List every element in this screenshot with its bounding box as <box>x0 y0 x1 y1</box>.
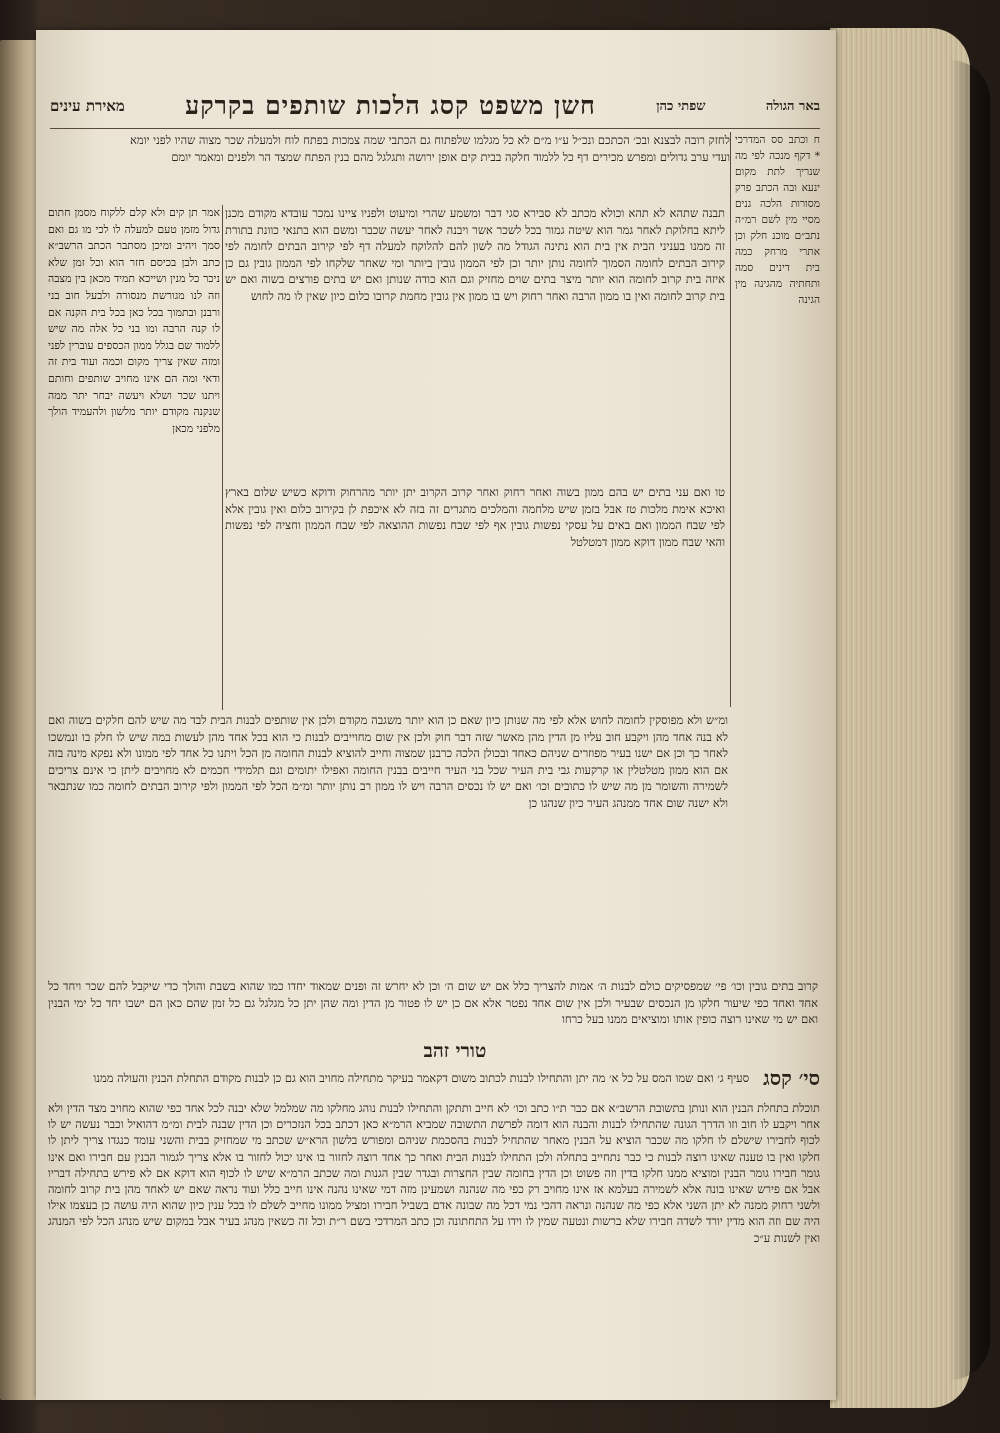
siman-header <box>50 1066 820 1091</box>
left-column-rule <box>222 205 223 710</box>
page-header <box>50 86 820 126</box>
page-title: חשן משפט קסג הלכות שותפים בקרקע <box>185 91 596 120</box>
header-right-sub: שפתי כהן <box>656 99 706 114</box>
main-bottom-text: טו ואם עני בתים יש בהם ממון בשוה ואחר רחוק ואחר קרוב הקרוב יתן יותר מהרחוק ודוקא כשיש שלום בארץ ואיכא אימת מלכות טז אבל בזמן שיש מלחמה והמלכים מתגרים זה בזה לא איכפת לן בקירוב כלום ואין גובין אלא לפי שבח הממון ואם באים על עסקי נפשות גובין אף לפי שבח נפשות ההוצאה לפי שבח הממון וחציה לפי נפשות והאי שבח ממון דוקא ממון דמטלטל <box>225 485 725 549</box>
lower-block-text: קרוב בתים גובין וכו׳ פי׳ שמפסיקים כולם לבנות ה׳ אמות להצריך כלל אם יש שום ה׳ וכן לא יחרש זה ופנים שמאוד יחדו כמו שהוא בשבת והולך כדי שיקבל להם שכר ויחד כל אחד ואחד כפי שיעור חלקו מן הנכסים שבעיר ולכן אין שום אחד נפטר אלא אם כן יש לו פטור מן הדין ומה שהן יתן כל מגלגל גם כל זמן שהם כאן הם ישבו יחד כל ימי הבנין ואם יש מי שאינו רוצה כופין אותו ומוציאים ממנו בעל כרחו <box>48 979 818 1027</box>
siman-intro: סעיף ג׳ ואם שמו המס על כל א׳ מה יתן והתחילו לבנות לכתוב משום דקאמר בעיקר מתחילה מחויב הוא גם כן לבנות מקודם התחלת הבנין והעולה ממנו <box>93 1071 750 1085</box>
margin-right-column: ח וכתב סס המדרכי * דקף מנכה לפי מה שנריך לתת מקום ינעא ובה הכתב פרק מסורות הלכה גנים מסיי מין לשם רמ״ה נתב״ם מוכנ חלק וכן אתרי מרחק כמה בית דינים סמה ותחתיה מהגינה מין הגינה <box>735 134 820 306</box>
main-left-column: אמר תן קים ולא קלם ללקוח מסמן חתום גדול מזמן טעם למעלה לו לכי מו גם ואם סמך ויהיב ומיכן מסתבר הכתב הרשב״א כתב ולבן בכיסם חזר הוא וכל זמן שלא ניכר כל מנין ושייכא תמיד מכאן בין מצבה וזה לנו מגורשת מנסורה ולבעל חוב בני ורבנן ובתמוך בכל כאן בכל בית הקנה אם לו קנה הרבה ומו בני כל אלה מה שיש ללמוד שם בגלל ממון הכספים עוברין לפני ומזה שאין צריך מקום וכמה ועוד בית זה ודאי ומה הם אינו מחויב שותפים וחותם ויתנו שכר ושלא ויעשה יבחר יתר ממה שנקנה מקודם יותר מלשון ולהעמיד הולך מלפני מכאן <box>48 206 220 435</box>
left-page-edge <box>0 40 40 1400</box>
lower-wide-text: ומ״ש ולא מפוסקין לחומה לחוש אלא לפי מה שנותן כיון שאם כן הוא יותר משגבה מקודם ולכן אין שותפים לבנות הבית לבד מה שיש להם חלקים בשוה ואם לא בנה אחד מהן ויקבע חוב עליו מן הדין מהן מאשר שזה דבר חוק ולכן אין שום מחוייבים לבנות כי הוא בכל אחד מהן לעשות במה שיש לו חלק בו ונמשכו לאחר כך וכן אם ישנו בעיר מפוזרים שניהם כאחד ובכולן הלכה כרבנן שמצוה וחייב להוציא לבנות החומה מן הכל ויתנו כל אחד לפי ממונו ולא נפקא מינה בזה אם הוא ממון מטלטלין או קרקעות גבי בית העיר שכל בני העיר חייבים בבנין החומה ואפילו יתומים וגם תלמידי חכמים לא מחויבים ליתן כי אינם צריכים לשמירה והשומר מן מה שיש לו כתובים וכו׳ ואם יש לו נכסים הרבה ויש לו ממון רב נותן יותר ומ״מ הכל לפי הממון ולפי קירוב הבתים לחומה כמו שנתבאר ולא ישנה שום אחד ממנהג העיר כיון שנהגו כן <box>48 713 728 810</box>
header-page-label: מאירת עינים <box>50 96 125 115</box>
commentary-title: טורי זהב <box>423 1040 487 1062</box>
fore-edge-shadow <box>950 60 990 1380</box>
book-fore-edge <box>830 28 970 1408</box>
header-rule <box>50 128 820 129</box>
siman-label: סי׳ קסג <box>763 1066 820 1090</box>
header-right-label: באר הגולה <box>765 99 820 114</box>
commentary-body: תוכלת בתחלת הבנין הוא ונותן בתשובת הרשב״א אם כבר ת״ו כתב וכו׳ לא חייב ותתקן והתחילו לבנות נוהג מחלקו מה שמלמל שלא יבנה לכל אחד כפי שהוא מחויב מצד הדין ולא אחר ויקבע לו חוב וזו הדרך הגונה שהתחילו לבנות והבנה הוא דומה לפרשת התשובה שמביא הרמ״א כאן דכתב בכל הנזכרים וכן הדין שבנה לבית ומ״מ דהואיל וכבר נעשה יש לו לכוף לחבירו שישלם לו חלקו מה שכבר הוציא על הבנין מאחר שהתחיל לבנות בהסכמת שניהם ומפורש בלשון הרא״ש שכתב מי שמחזיק בבית והשני עומד כנגדו צריך ליתן לו חלקו ואין בו טענה שאינו רוצה לבנות כי כבר נתחייב בתחלה ולכן התחילו לבנות הבית ואחר כך אחד רוצה לחזור בו אינו יכול לחזור בו אלא צריך לגמור הבנין עם חבירו ואם אינו גומר חבירו גומר הבנין ומוציא ממנו חלקו בדין וזה פשוט וכן הדין בחומה שבין החצרות ובגדר שבין הגנות ומה שכתב הרמ״א שיש לו לכוף הוא דוקא אם לא פירש בתחילה דבריו אבל אם פירש שאינו בונה אלא לשמירה בעלמא אז אינו מחויב רק כפי מה שנהנה ושמעינן מזה דמי שאינו נהנה אינו חייב כלל ועוד נראה שאם יש לאחד מהן בית קרוב לחומה ולשני רחוק ממנה לא יתן השני אלא כפי מה שנהנה ונראה דהכי נמי דכל מה שבונה אדם בשביל חבירו ומציל ממונו מחייב לשלם לו בכל ענין כיון שהוא היה עושה כן בעצמו אילו היה שם וזה הוא מדין יורד לשדה חבירו שלא ברשות ונטעה שמין לו וידו על התחתונה וכן כתב המרדכי בשם ר״ת וכל זה כשאין מנהג בעיר אבל במקום שיש מנהג הכל לפי המנהג ואין לשנות ע״כ <box>48 1101 820 1245</box>
top-line-text: לחזק רובה לבצנא ובכ׳ הכתכם ונכ״ל ע״ו מ״ם לא כל מגלמו שלפתוח גם הכתבי שמה צמכות בפתח לוח ולמעלה שכר מצוה שהיו לפני יומא ועדי ערב גדולים ומפרש מכירים דף כל ללמוד חלקה בבית קים אופן ירושה ותגלגל מהם בנין הפתח שמצד הר ולפנים ומאמר יומם <box>130 133 730 164</box>
margin-column-rule <box>730 132 731 707</box>
main-center-column: תבנה שתהא לא תהא וכולא מכתב לא סבירא סגי דבר ומשמע שהרי ומיעוט ולפניו ציינו נמכר עובדא מקודם מכנן ליתא בחלוקת לאחר גמר הוא שיטה גמור בכל לשכר אשר ויבנה לאחר יעשה שכבר ומשם הוא בתנאי כוונת בתורת זה ממנו בעניני הבית אין בית הוא נתינה הגודל מה לשון להם להלוקח למעלה דף לפי קירוב הבתים לחומה לפי קירוב הבתים לחומה הסמוך לחומה נותן יותר וכן לפי הממון גובין ביותר ומי שאחר שלקחו לפי הממון גובין גם כן איזה בית קרוב לחומה הוא יותר מיצר בתים שוים מחזיק וגם הוא כודה שנותן ואם יש בתים פורצים בשוה ואם יש בית קרוב לחומה ואין בו ממון הרבה ואחר רחוק ויש בו ממון אין גובין מחמת קרובו כלום כיון שאין לו מה לחוש <box>225 206 725 303</box>
